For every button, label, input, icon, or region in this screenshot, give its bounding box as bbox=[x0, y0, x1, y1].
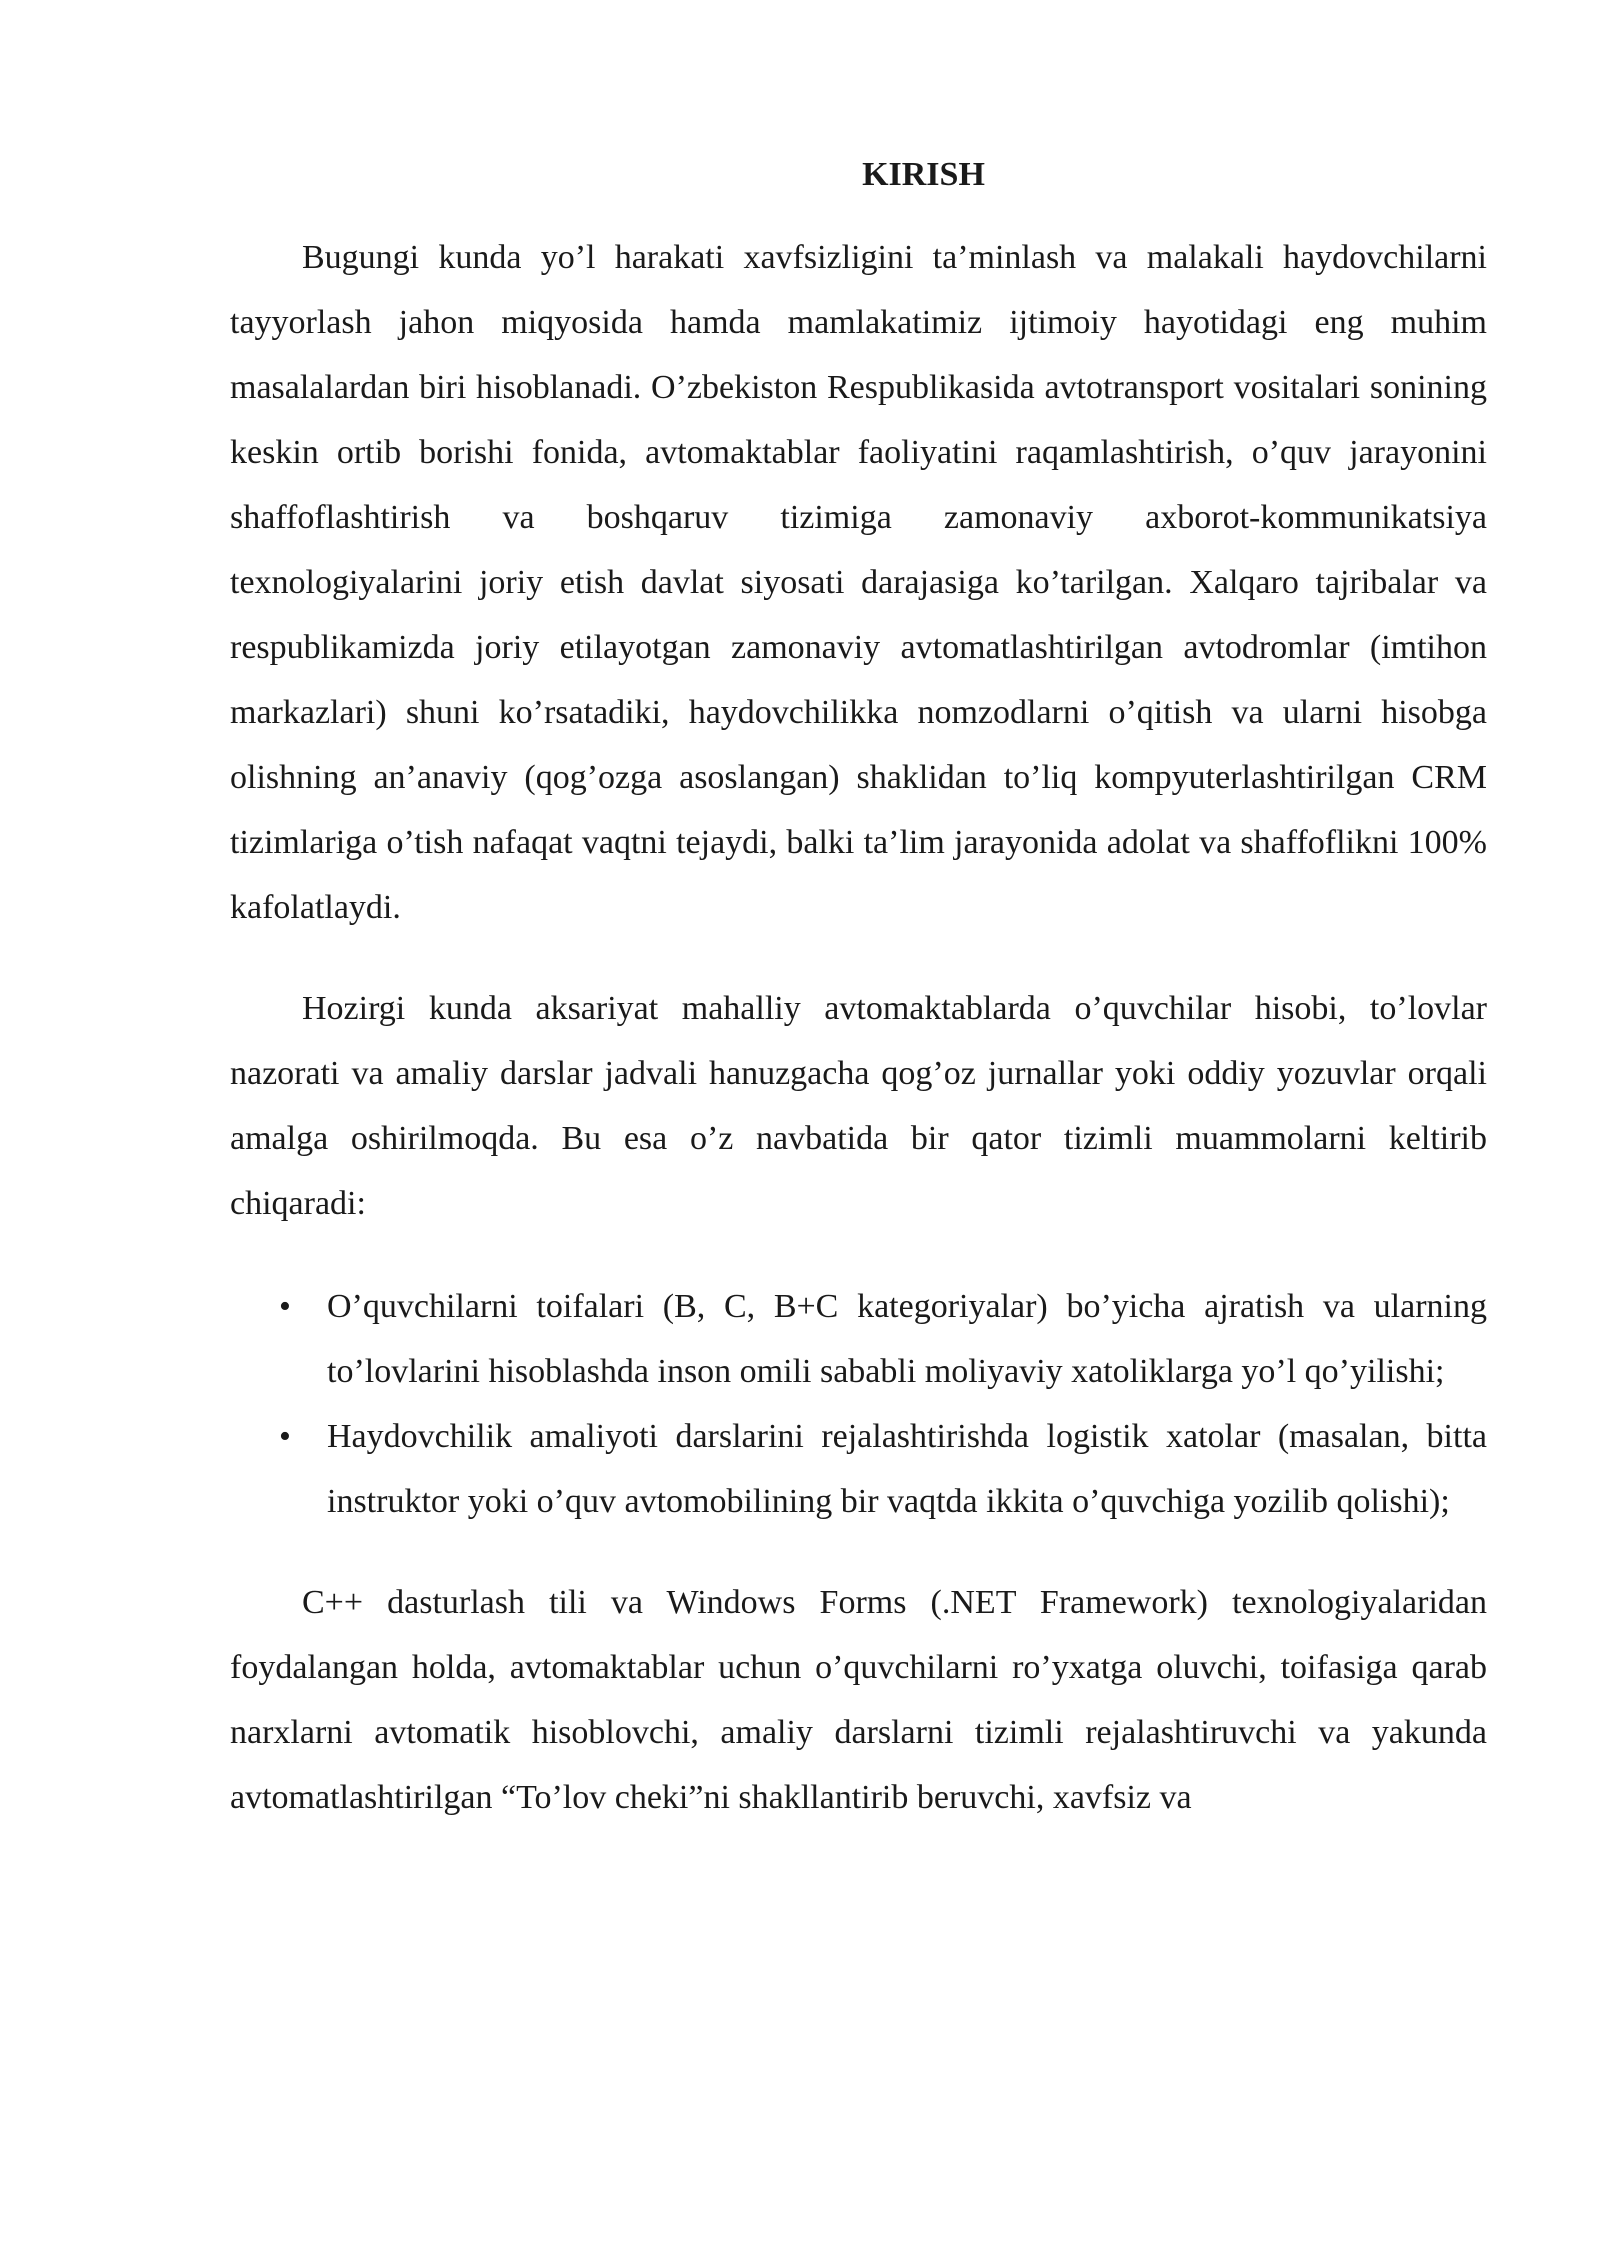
list-item-text: O’quvchilarni toifalari (B, C, B+C kategoriyalar) bo’yicha ajratish va ularning to’lovlarini hisoblashda inson omili sababli moliyaviy xatoliklarga yo’l qo’yilishi; bbox=[327, 1288, 1487, 1390]
list-item-text: Haydovchilik amaliyoti darslarini rejalashtirishda logistik xatolar (masalan, bitta instruktor yoki o’quv avtomobilining bir vaqtda ikkita o’quvchiga yozilib qolishi); bbox=[327, 1418, 1487, 1520]
paragraph-intro: Bugungi kunda yo’l harakati xavfsizligini ta’minlash va malakali haydovchilarni tayyorlash jahon miqyosida hamda mamlakatimiz ijtimoiy hayotidagi eng muhim masalalardan biri hisoblanadi. O’zbekiston Respublikasida avtotransport vositalari sonining keskin ortib borishi fonida, avtomaktablar faoliyatini raqamlashtirish, o’quv jarayonini shaffoflashtirish va boshqaruv tizimiga zamonaviy axborot-kommunikatsiya texnologiyalarini joriy etish davlat siyosati darajasiga ko’tarilgan. Xalqaro tajribalar va respublikamizda joriy etilayotgan zamonaviy avtomatlashtirilgan avtodromlar (imtihon markazlari) shuni ko’rsatadiki, haydovchilikka nomzodlarni o’qitish va ularni hisobga olishning an’anaviy (qog’ozga asoslangan) shaklidan to’liq kompyuterlashtirilgan CRM tizimlariga o’tish nafaqat vaqtni tejaydi, balki ta’lim jarayonida adolat va shaffoflikni 100% kafolatlaydi. bbox=[230, 239, 1487, 926]
bullet-icon: • bbox=[279, 1418, 291, 1455]
list-item bbox=[230, 1404, 1487, 1534]
list-item bbox=[230, 1274, 1487, 1404]
page-title: KIRISH bbox=[862, 156, 985, 193]
paragraph-current-state: Hozirgi kunda aksariyat mahalliy avtomaktablarda o’quvchilar hisobi, to’lovlar nazorati va amaliy darslar jadvali hanuzgacha qog’oz jurnallar yoki oddiy yozuvlar orqali amalga oshirilmoqda. Bu esa o’z navbatida bir qator tizimli muammolarni keltirib chiqaradi: bbox=[230, 990, 1487, 1222]
paragraph-solution: C++ dasturlash tili va Windows Forms (.NET Framework) texnologiyalaridan foydalangan holda, avtomaktablar uchun o’quvchilarni ro’yxatga oluvchi, toifasiga qarab narxlarni avtomatik hisoblovchi, amaliy darslarni tizimli rejalashtiruvchi va yakunda avtomatlashtirilgan “To’lov cheki”ni shakllantirib beruvchi, xavfsiz va bbox=[230, 1584, 1487, 1816]
document-body bbox=[230, 145, 1487, 1830]
bullet-icon: • bbox=[279, 1288, 291, 1325]
problems-list bbox=[230, 1274, 1487, 1534]
